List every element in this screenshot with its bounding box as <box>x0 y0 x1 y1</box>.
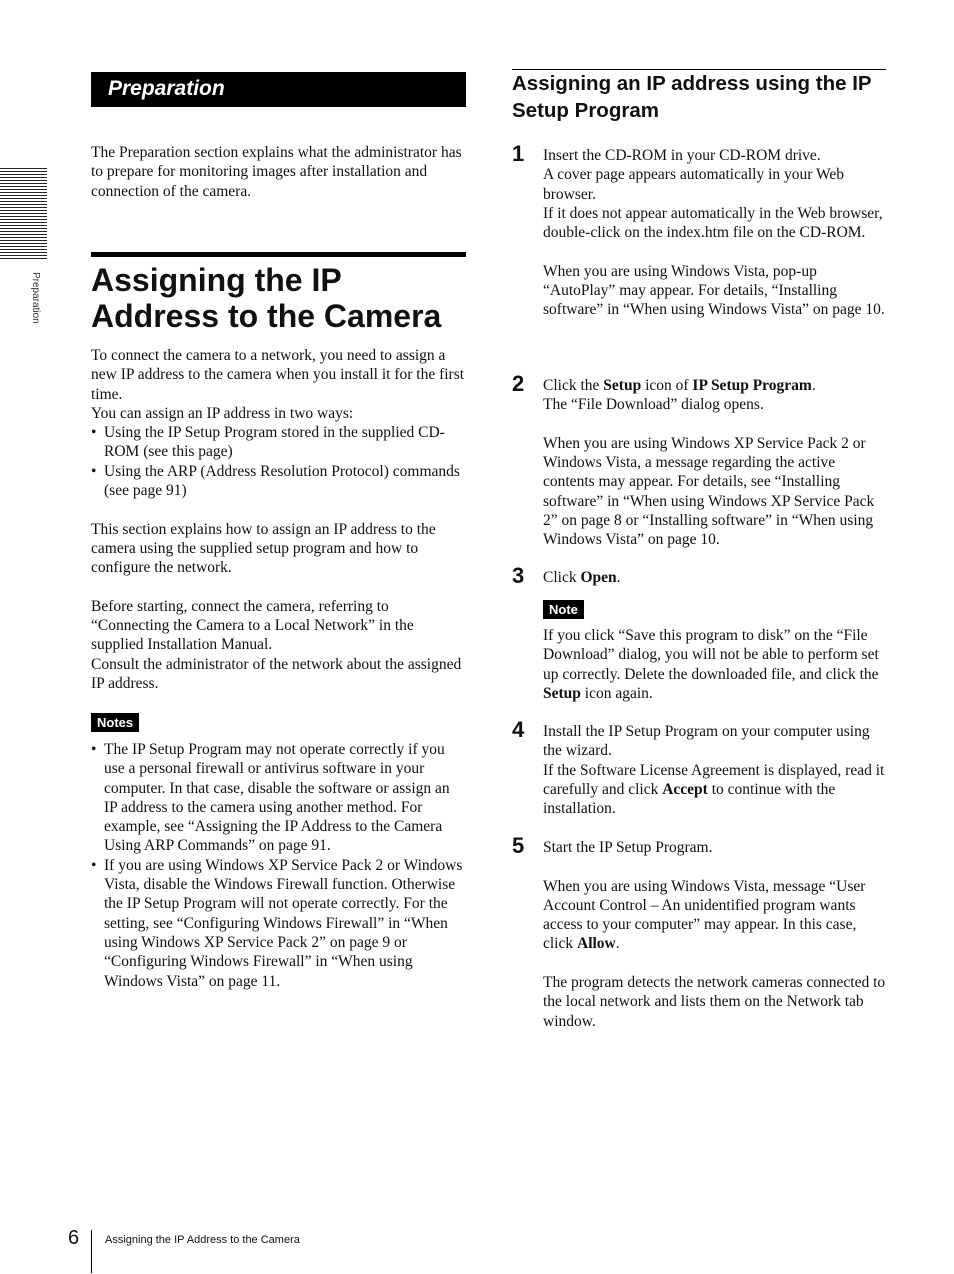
section-intro: The Preparation section explains what the administrator has to prepare for monitoring images after installation and connection of the camera. <box>91 144 462 200</box>
step-body <box>543 376 886 550</box>
notes-label: Notes <box>91 713 139 732</box>
step-text: If the Software License Agreement is displayed, read it carefully and click Accept to continue with the installation. <box>543 761 885 818</box>
page-title: Assigning the IP Address to the Camera <box>91 262 442 334</box>
step-number: 4 <box>512 717 525 742</box>
step-text: Insert the CD-ROM in your CD-ROM drive. <box>543 147 821 164</box>
step-text: When you are using Windows Vista, pop-up “AutoPlay” may appear. For details, “Installing software” in “When using Windows Vista” on page 10. <box>543 262 885 319</box>
notes-list <box>91 740 466 991</box>
step-text: The “File Download” dialog opens. <box>543 396 764 414</box>
procedure-title: Assigning an IP address using the IP Setup Program <box>512 72 872 122</box>
side-tab-label: Preparation <box>30 272 41 324</box>
step-text: When you are using Windows XP Service Pack 2 or Windows Vista, a message regarding the active contents may appear. For details, see “Installing software” in “When using Windows XP Service Pack 2” on page 8 or “Installing software” in “When using Windows Vista” on page 10. <box>543 434 875 549</box>
step-text: Start the IP Setup Program. <box>543 839 713 856</box>
title-rule <box>91 252 466 257</box>
step-body <box>543 568 886 587</box>
step-body <box>543 722 886 818</box>
note-body <box>543 626 886 703</box>
step-number: 5 <box>512 833 525 858</box>
step-text: Click the Setup icon of IP Setup Program. <box>543 377 816 394</box>
step-body <box>543 838 886 1031</box>
footer-rule <box>91 1230 92 1273</box>
paragraph: This section explains how to assign an IP address to the camera using the supplied setup program and how to configure the network. <box>91 520 436 577</box>
step-number: 1 <box>512 141 525 166</box>
footer-title: Assigning the IP Address to the Camera <box>105 1234 300 1246</box>
paragraph: You can assign an IP address in two ways: <box>91 404 354 422</box>
step-text: The program detects the network cameras connected to the local network and lists them on the Network tab window. <box>543 974 886 1030</box>
paragraph: Before starting, connect the camera, referring to “Connecting the Camera to a Local Network” in the supplied Installation Manual. <box>91 597 414 654</box>
paragraph: To connect the camera to a network, you need to assign a new IP address to the camera when you install it for the first time. <box>91 347 465 403</box>
step-text: When you are using Windows Vista, message “User Account Control – An unidentified program wants access to your computer” may appear. In this case, click Allow. <box>543 877 866 953</box>
list-item: • If you are using Windows XP Service Pack 2 or Windows Vista, disable the Windows Firewall function. Otherwise the IP Setup Program will not operate correctly. For the setting, see “Configuring Windows Firewall” in “When using Windows XP Service Pack 2” on page 9 or “Configuring Windows Firewall” in “When using Windows Vista” on page 11. <box>91 856 466 991</box>
page-number: 6 <box>68 1227 80 1249</box>
section-banner <box>91 72 466 107</box>
list-item: • The IP Setup Program may not operate correctly if you use a personal firewall or antivirus software in your computer. In that case, disable the software or assign an IP address to the camera using another method. For example, see “Assigning the IP Address to the Camera Using ARP Commands” on page 91. <box>91 740 466 856</box>
list-item: • Using the IP Setup Program stored in the supplied CD-ROM (see this page) <box>91 423 466 462</box>
note-text: If you click “Save this program to disk” on the “File Download” dialog, you will not be able to perform set up correctly. Delete the downloaded file, and click the Setup icon again. <box>543 627 879 702</box>
paragraph: Consult the administrator of the network about the assigned IP address. <box>91 655 462 693</box>
step-text: Click Open. <box>543 569 621 586</box>
step-text: Install the IP Setup Program on your computer using the wizard. <box>543 723 870 760</box>
step-text: If it does not appear automatically in the Web browser, double-click on the index.htm file on the CD-ROM. <box>543 204 883 242</box>
section-banner-title: Preparation <box>108 77 225 100</box>
step-number: 3 <box>512 563 525 588</box>
step-number: 2 <box>512 371 525 396</box>
side-tab-marker <box>0 168 47 260</box>
ways-list <box>91 423 466 500</box>
note-label: Note <box>543 600 584 619</box>
list-item: • Using the ARP (Address Resolution Protocol) commands (see page 91) <box>91 462 466 501</box>
step-body <box>543 146 886 320</box>
chapter-body <box>91 346 466 693</box>
step-text: A cover page appears automatically in your Web browser. <box>543 166 845 203</box>
